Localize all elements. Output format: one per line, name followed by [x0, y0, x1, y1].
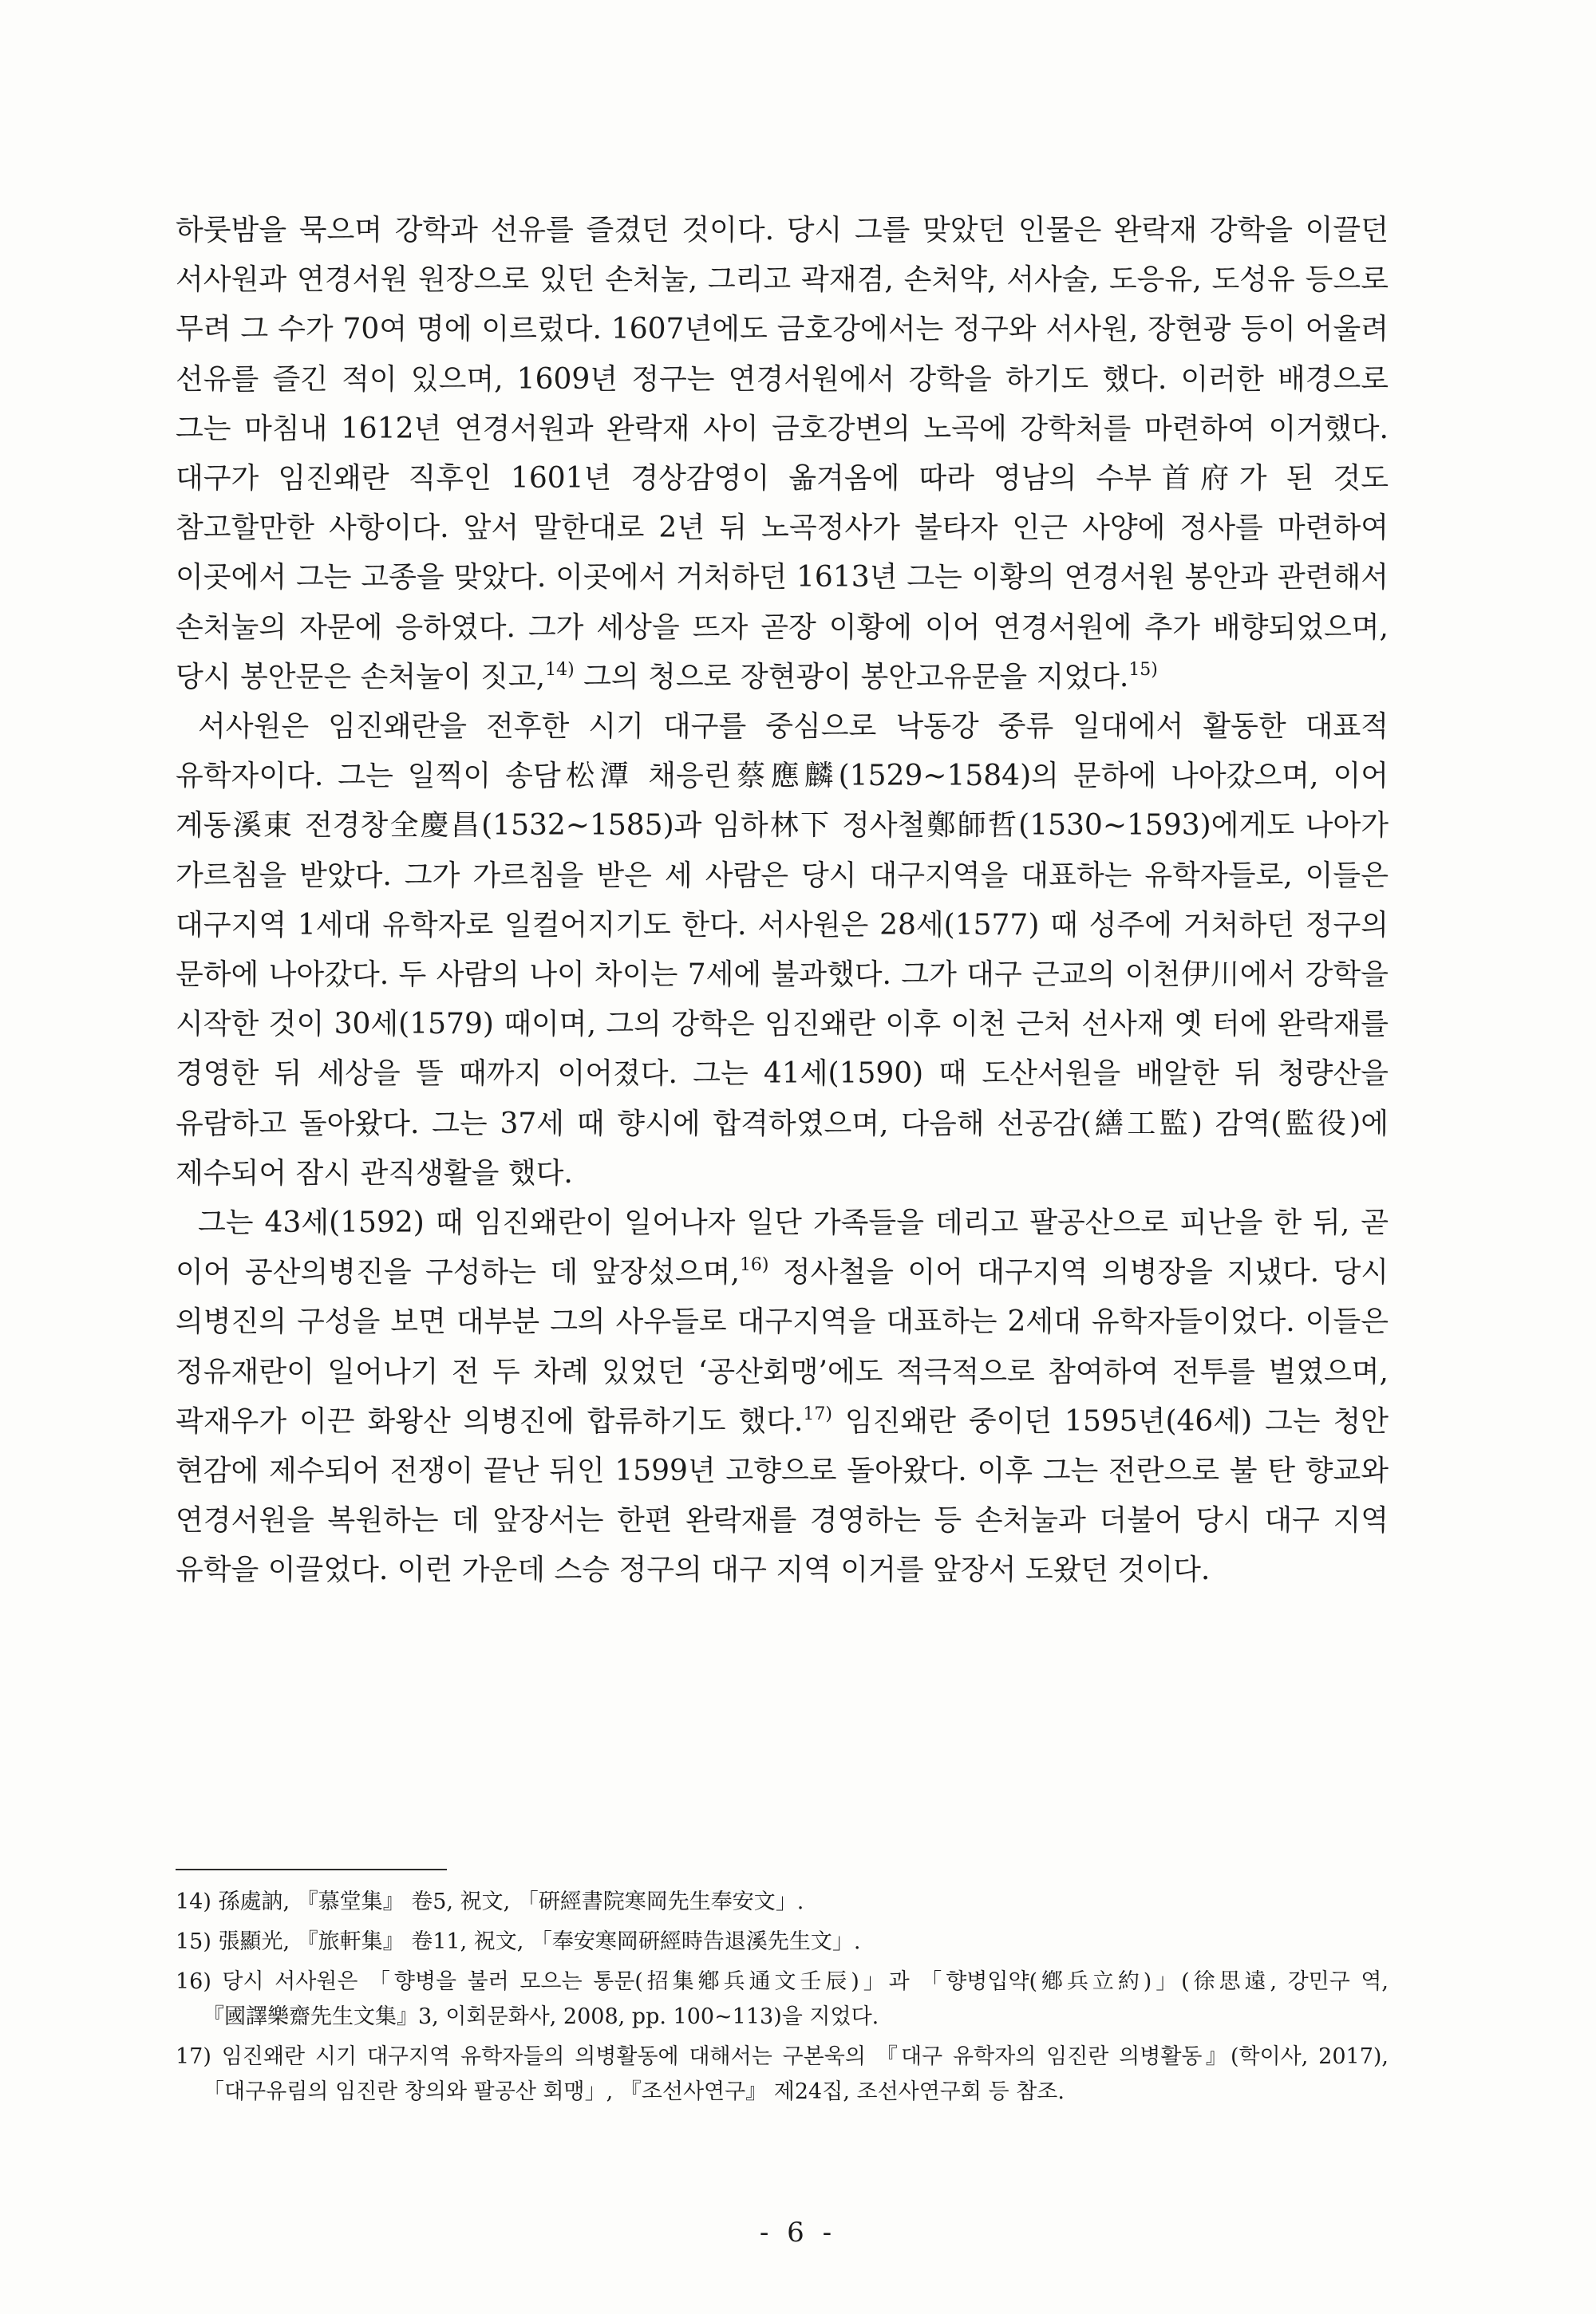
footnote-16: [176, 1965, 1389, 2035]
body-text: [176, 206, 1389, 1596]
footnote-14: [176, 1885, 1389, 1920]
paragraph-1: [176, 206, 1389, 702]
footnote-number: 16): [176, 1969, 211, 1994]
footnote-number: 15): [176, 1929, 211, 1954]
footnote-text: 孫處訥, 『慕堂集』 卷5, 祝文, 「硏經書院寒岡先生奉安文」.: [218, 1890, 804, 1914]
paragraph-3: [176, 1198, 1389, 1596]
footnote-text: 張顯光, 『旅軒集』 卷11, 祝文, 「奉安寒岡硏經時告退溪先生文」.: [218, 1929, 861, 1954]
footnote-number: 17): [176, 2044, 211, 2069]
footnote-ref-14: 14): [545, 659, 575, 680]
paragraph-3-text-a: 그는 43세(1592) 때 임진왜란이 일어나자 일단 가족들을 데리고 팔공산으로 피난을 한 뒤, 곧 이어 공산의병진을 구성하는 데 앞장섰으며,: [176, 1206, 1389, 1289]
paragraph-3-text-b: 정사철을 이어 대구지역 의병장을 지냈다. 당시 의병진의 구성을 보면 대부분 그의 사우들로 대구지역을 대표하는 2세대 유학자들이었다. 이들은 정유재란이 일어나기 전 두 차례 있었던 ‘공산회맹’에도 적극적으로 참여하여 전투를 벌였으며, 곽재우가 이끈 화왕산 의병진에 합류하기도 했다.: [176, 1256, 1389, 1438]
paragraph-2-text: 서사원은 임진왜란을 전후한 시기 대구를 중심으로 낙동강 중류 일대에서 활동한 대표적 유학자이다. 그는 일찍이 송담松潭 채응린蔡應麟(1529~1584)의 문하에 나아갔으며, 이어 계동溪東 전경창全慶昌(1532~1585)과 임하林下 정사철鄭師哲(1530~1593)에게도 나아가 가르침을 받았다. 그가 가르침을 받은 세 사람은 당시 대구지역을 대표하는 유학자들로, 이들은 대구지역 1세대 유학자로 일컬어지기도 한다. 서사원은 28세(1577) 때 성주에 거처하던 정구의 문하에 나아갔다. 두 사람의 나이 차이는 7세에 불과했다. 그가 대구 근교의 이천伊川에서 강학을 시작한 것이 30세(1579) 때이며, 그의 강학은 임진왜란 이후 이천 근처 선사재 옛 터에 완락재를 경영한 뒤 세상을 뜰 때까지 이어졌다. 그는 41세(1590) 때 도산서원을 배알한 뒤 청량산을 유람하고 돌아왔다. 그는 37세 때 향시에 합격하였으며, 다음해 선공감(繕工監) 감역(監役)에 제수되어 잠시 관직생활을 했다.: [176, 710, 1389, 1190]
paragraph-3-text-c: 임진왜란 중이던 1595년(46세) 그는 청안 현감에 제수되어 전쟁이 끝난 뒤인 1599년 고향으로 돌아왔다. 이후 그는 전란으로 불 탄 향교와 연경서원을 복원하는 데 앞장서는 한편 완락재를 경영하는 등 손처눌과 더불어 당시 대구 지역 유학을 이끌었다. 이런 가운데 스승 정구의 대구 지역 이거를 앞장서 도왔던 것이다.: [176, 1404, 1389, 1587]
paragraph-2: [176, 702, 1389, 1198]
footnote-15: [176, 1925, 1389, 1960]
footnotes: [176, 1885, 1389, 2115]
paragraph-1-text-a: 하룻밤을 묵으며 강학과 선유를 즐겼던 것이다. 당시 그를 맞았던 인물은 완락재 강학을 이끌던 서사원과 연경서원 원장으로 있던 손처눌, 그리고 곽재겸, 손처약, 서사술, 도응유, 도성유 등으로 무려 그 수가 70여 명에 이르렀다. 1607년에도 금호강에서는 정구와 서사원, 장현광 등이 어울려 선유를 즐긴 적이 있으며, 1609년 정구는 연경서원에서 강학을 하기도 했다. 이러한 배경으로 그는 마침내 1612년 연경서원과 완락재 사이 금호강변의 노곡에 강학처를 마련하여 이거했다. 대구가 임진왜란 직후인 1601년 경상감영이 옮겨옴에 따라 영남의 수부首府가 된 것도 참고할만한 사항이다. 앞서 말한대로 2년 뒤 노곡정사가 불타자 인근 사양에 정사를 마련하여 이곳에서 그는 고종을 맞았다. 이곳에서 거처하던 1613년 그는 이황의 연경서원 봉안과 관련해서 손처눌의 자문에 응하였다. 그가 세상을 뜨자 곧장 이황에 이어 연경서원에 추가 배향되었으며, 당시 봉안문은 손처눌이 짓고,: [176, 214, 1389, 693]
page-number: - 6 -: [759, 2217, 837, 2249]
footnote-17: [176, 2040, 1389, 2110]
footnote-divider: [176, 1869, 447, 1870]
footnote-text: 당시 서사원은 「향병을 불러 모으는 통문(招集鄕兵通文壬辰)」과 「향병입약(鄕兵立約)」(徐思遠, 강민구 역, 『國譯樂齋先生文集』3, 이회문화사, 2008, pp. 100~113)을 지었다.: [203, 1969, 1389, 2029]
footnote-ref-16: 16): [739, 1255, 769, 1276]
footnote-ref-17: 17): [803, 1404, 832, 1424]
paragraph-1-text-b: 그의 청으로 장현광이 봉안고유문을 지었다.: [583, 660, 1129, 693]
footnote-number: 14): [176, 1890, 211, 1914]
footnote-ref-15: 15): [1128, 659, 1158, 680]
footnote-text: 임진왜란 시기 대구지역 유학자들의 의병활동에 대해서는 구본욱의 『대구 유학자의 임진란 의병활동』(학이사, 2017), 「대구유림의 임진란 창의와 팔공산 회맹」, 『조선사연구』 제24집, 조선사연구회 등 참조.: [203, 2044, 1389, 2104]
